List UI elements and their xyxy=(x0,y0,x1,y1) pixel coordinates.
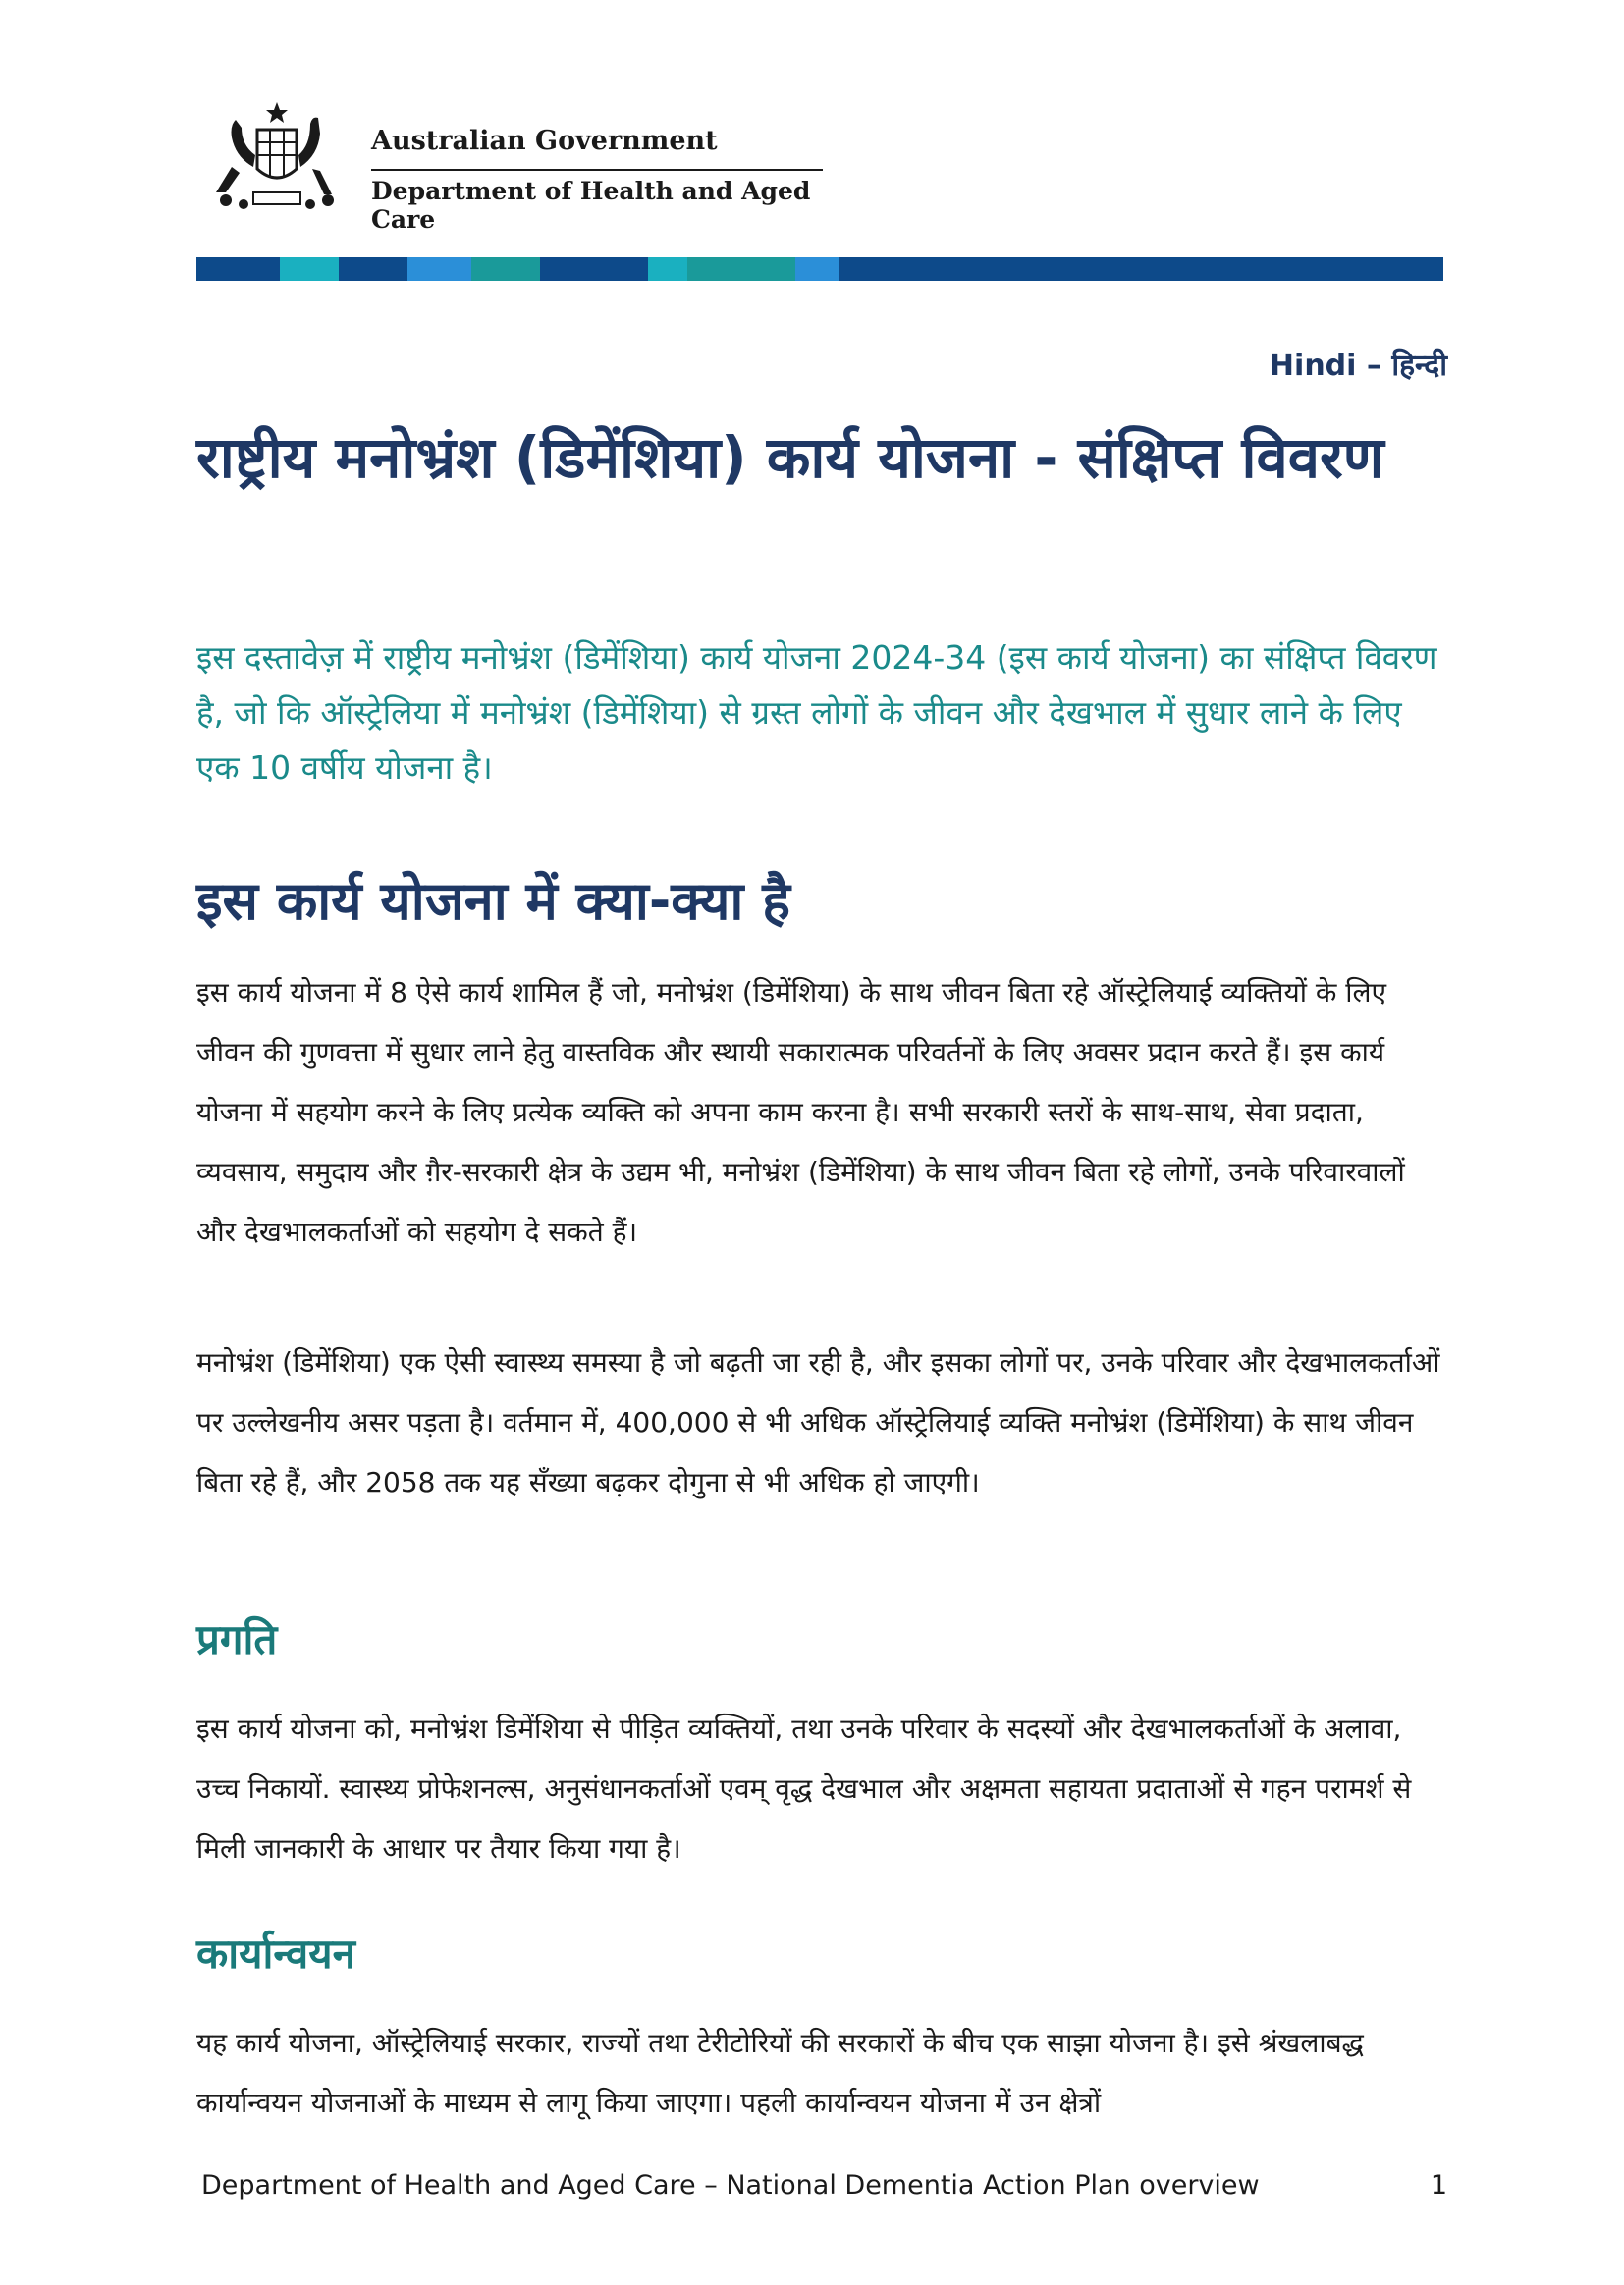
color-band-segment xyxy=(795,257,839,281)
color-band-segment xyxy=(839,257,1443,281)
section-heading-implementation: कार्यान्वयन xyxy=(196,1930,355,1978)
color-band-segment xyxy=(196,257,280,281)
color-band-segment xyxy=(540,257,648,281)
color-band-segment xyxy=(339,257,407,281)
intro-summary: इस दस्तावेज़ में राष्ट्रीय मनोभ्रंश (डिमेंशिया) कार्य योजना 2024-34 (इस कार्य योजना) का संक्षिप्त विवरण है, जो कि ऑस्ट्रेलिया में मनोभ्रंश (डिमेंशिया) से ग्रस्त लोगों के जीवन और देखभाल में सुधार लाने के लिए एक 10 वर्षीय योजना है। xyxy=(196,638,1437,787)
government-logo xyxy=(196,98,825,234)
language-label: Hindi – हिन्दी xyxy=(1269,349,1447,383)
section-heading-contents: इस कार्य योजना में क्या-क्या है xyxy=(196,870,790,932)
contents-paragraph-1: इस कार्य योजना में 8 ऐसे कार्य शामिल हैं जो, मनोभ्रंश (डिमेंशिया) के साथ जीवन बिता रहे ऑस्ट्रेलियाई व्यक्तियों के लिए जीवन की गुणवत्ता में सुधार लाने हेतु वास्तविक और स्थायी सकारात्मक परिवर्तनों के लिए अवसर प्रदान करते हैं। इस कार्य योजना में सहयोग करने के लिए प्रत्येक व्यक्ति को अपना काम करना है। सभी सरकारी स्तरों के साथ-साथ, सेवा प्रदाता, व्यवसाय, समुदाय और ग़ैर-सरकारी क्षेत्र के उद्यम भी, मनोभ्रंश (डिमेंशिया) के साथ जीवन बिता रहे लोगों, उनके परिवारवालों और देखभालकर्ताओं को सहयोग दे सकते हैं। xyxy=(196,976,1405,1248)
coat-of-arms-icon xyxy=(196,98,358,216)
color-band-segment xyxy=(407,257,471,281)
page-number: 1 xyxy=(1430,2170,1447,2201)
page-title: राष्ट्रीय मनोभ्रंश (डिमेंशिया) कार्य योजना - संक्षिप्त विवरण xyxy=(196,424,1384,491)
section-heading-progress: प्रगति xyxy=(196,1615,278,1663)
color-band-segment xyxy=(280,257,339,281)
implementation-paragraph: यह कार्य योजना, ऑस्ट्रेलियाई सरकार, राज्यों तथा टेरीटोरियों की सरकारों के बीच एक साझा योजना है। इसे श्रंखलाबद्ध कार्यान्वयन योजनाओं के माध्यम से लागू किया जाएगा। पहली कार्यान्वयन योजना में उन क्षेत्रों xyxy=(196,2027,1364,2119)
color-band-segment xyxy=(471,257,540,281)
color-band-segment xyxy=(687,257,795,281)
contents-paragraph-2: मनोभ्रंश (डिमेंशिया) एक ऐसी स्वास्थ्य समस्या है जो बढ़ती जा रही है, और इसका लोगों पर, उनके परिवार और देखभालकर्ताओं पर उल्लेखनीय असर पड़ता है। वर्तमान में, 400,000 से भी अधिक ऑस्ट्रेलियाई व्यक्ति मनोभ्रंश (डिमेंशिया) के साथ जीवन बिता रहे हैं, और 2058 तक यह सँख्या बढ़कर दोगुना से भी अधिक हो जाएगी। xyxy=(196,1346,1440,1498)
department-name: Department of Health and Aged Care xyxy=(371,177,811,234)
progress-paragraph: इस कार्य योजना को, मनोभ्रंश डिमेंशिया से पीड़ित व्यक्तियों, तथा उनके परिवार के सदस्यों और देखभालकर्ताओं के अलावा, उच्च निकायों. स्वास्थ्य प्रोफेशनल्स, अनुसंधानकर्ताओं एवम् वृद्ध देखभाल और अक्षमता सहायता प्रदाताओं से गहन परामर्श से मिली जानकारी के आधार पर तैयार किया गया है। xyxy=(196,1713,1412,1865)
color-band xyxy=(196,257,1443,281)
color-band-segment xyxy=(648,257,687,281)
footer-text: Department of Health and Aged Care – National Dementia Action Plan overview xyxy=(201,2170,1260,2201)
government-name: Australian Government xyxy=(371,126,718,156)
logo-divider xyxy=(371,169,823,171)
